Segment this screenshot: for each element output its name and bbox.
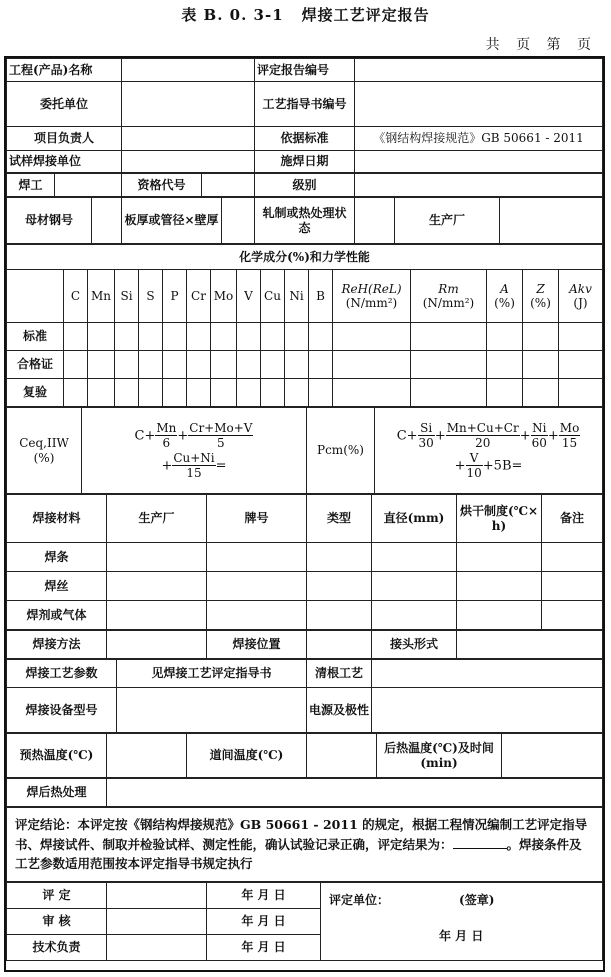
chem-row-label: 标准: [7, 323, 64, 351]
element-s: S: [139, 270, 163, 323]
chem-cell[interactable]: [187, 323, 211, 351]
element-b: B: [309, 270, 333, 323]
ceq-label-cell: [7, 408, 82, 494]
chem-row-certificate: [7, 351, 603, 379]
signoff-evaluate-date: 年 月 日: [207, 883, 321, 909]
base-metal-label: 母材钢号: [7, 198, 92, 244]
signoff-tech-date: 年 月 日: [207, 935, 321, 961]
denominator: 15: [561, 436, 578, 451]
element-cu: Cu: [261, 270, 285, 323]
element-ni: Ni: [285, 270, 309, 323]
materials-cell[interactable]: [457, 572, 542, 601]
carbon-equivalent-table: [6, 407, 603, 494]
element-si: Si: [115, 270, 139, 323]
manufacturer-value[interactable]: [500, 198, 603, 244]
unit-date: 年 月 日: [439, 929, 484, 944]
materials-header-diameter: 直径(mm): [372, 495, 457, 543]
rm-symbol: Rm: [438, 281, 459, 296]
chem-cell[interactable]: [285, 379, 309, 407]
denominator: 15: [186, 465, 202, 480]
grade-value[interactable]: [355, 174, 603, 197]
chem-cell[interactable]: [115, 379, 139, 407]
element-cr: Cr: [187, 270, 211, 323]
tensile-strength-header: [411, 270, 487, 323]
materials-header-drying: 烘干制度(℃× h): [457, 495, 542, 543]
client-value[interactable]: [122, 82, 255, 127]
chem-cell[interactable]: [523, 351, 559, 379]
formula-text: =: [215, 457, 227, 473]
pcm-formula: [375, 408, 603, 494]
params-value: 见焊接工艺评定指导书: [117, 660, 307, 688]
joint-value[interactable]: [457, 631, 603, 659]
chem-cell[interactable]: [139, 379, 163, 407]
power-value[interactable]: [372, 688, 603, 733]
materials-cell[interactable]: [457, 543, 542, 572]
chem-cell[interactable]: [163, 323, 187, 351]
equipment-label: 焊接设备型号: [7, 688, 117, 733]
chem-row-standard: [7, 323, 603, 351]
project-name-label: 工程(产品)名称: [7, 59, 122, 82]
denominator: 6: [162, 436, 171, 451]
chem-cell[interactable]: [64, 351, 88, 379]
wps-no-label: 工艺指导书编号: [255, 82, 355, 127]
project-leader-label: 项目负责人: [7, 127, 122, 151]
reh-symbol: ReH(ReL): [341, 281, 402, 296]
numerator: Si: [418, 421, 435, 436]
power-label: 电源及极性: [307, 688, 372, 733]
chem-section-title: 化学成分(%)和力学性能: [7, 245, 603, 270]
welder-row-table: [6, 173, 603, 197]
fraction: [466, 451, 483, 481]
formula-text: C+: [396, 428, 418, 444]
denominator: 20: [475, 436, 491, 451]
process-row-1: [6, 630, 603, 659]
client-label: 委托单位: [7, 82, 122, 127]
materials-cell[interactable]: [107, 543, 207, 572]
denominator: 30: [418, 436, 434, 451]
project-name-value[interactable]: [122, 59, 255, 82]
welder-value[interactable]: [55, 174, 122, 197]
position-value[interactable]: [307, 631, 372, 659]
chem-cell[interactable]: [64, 323, 88, 351]
params-label: 焊接工艺参数: [7, 660, 117, 688]
unit-label: 评定单位：: [329, 893, 390, 907]
chem-cell[interactable]: [115, 351, 139, 379]
chem-cell[interactable]: [261, 379, 285, 407]
fraction: [155, 421, 177, 451]
chem-cell[interactable]: [487, 323, 523, 351]
chem-cell[interactable]: [139, 351, 163, 379]
denominator: 10: [466, 465, 482, 480]
base-metal-value[interactable]: [92, 198, 122, 244]
report-form: [4, 56, 605, 972]
chem-cell[interactable]: [211, 351, 237, 379]
chemistry-table: [6, 244, 603, 407]
signoff-review-date: 年 月 日: [207, 909, 321, 935]
backgouge-label: 清根工艺: [307, 660, 372, 688]
materials-cell[interactable]: [207, 601, 307, 630]
element-c: C: [64, 270, 88, 323]
chem-cell[interactable]: [411, 323, 487, 351]
process-row-2: [6, 659, 603, 733]
materials-row-label: 焊条: [7, 543, 107, 572]
chem-cell[interactable]: [523, 379, 559, 407]
chem-row-retest: [7, 379, 603, 407]
chem-cell[interactable]: [187, 379, 211, 407]
chem-cell[interactable]: [559, 323, 603, 351]
chem-cell[interactable]: [261, 323, 285, 351]
manufacturer-label: 生产厂: [395, 198, 500, 244]
chem-cell[interactable]: [559, 379, 603, 407]
chem-cell[interactable]: [88, 379, 115, 407]
materials-cell[interactable]: [542, 572, 603, 601]
fraction: [446, 421, 520, 451]
preheat-label: 预热温度(℃): [7, 734, 107, 778]
chem-cell[interactable]: [88, 323, 115, 351]
qualification-value[interactable]: [202, 174, 255, 197]
report-no-value[interactable]: [355, 59, 603, 82]
method-label: 焊接方法: [7, 631, 107, 659]
materials-row-label: 焊剂或气体: [7, 601, 107, 630]
materials-header-remarks: 备注: [542, 495, 603, 543]
numerator: Mn+Cu+Cr: [446, 420, 519, 435]
chem-cell[interactable]: [309, 323, 333, 351]
materials-cell[interactable]: [307, 572, 372, 601]
formula-text: +: [454, 457, 466, 473]
title-text: 焊接工艺评定报告: [301, 6, 430, 24]
thickness-value[interactable]: [222, 198, 255, 244]
materials-header-manufacturer: 生产厂: [107, 495, 207, 543]
materials-cell[interactable]: [207, 572, 307, 601]
numerator: Cu+Ni: [173, 450, 215, 465]
chem-cell[interactable]: [487, 379, 523, 407]
signoff-evaluate-label: 评 定: [7, 883, 107, 909]
signoff-review-label: 审 核: [7, 909, 107, 935]
base-metal-table: [6, 197, 603, 244]
chem-cell[interactable]: [187, 351, 211, 379]
joint-label: 接头形式: [372, 631, 457, 659]
general-info-table: [6, 58, 603, 173]
numerator: Mn: [156, 420, 177, 435]
formula-text: +5B=: [482, 457, 523, 473]
materials-cell[interactable]: [457, 601, 542, 630]
akv-unit: (J): [573, 296, 588, 310]
qualification-label: 资格代号: [122, 174, 202, 197]
materials-cell[interactable]: [542, 601, 603, 630]
standard-value: 《钢结构焊接规范》GB 50661 - 2011: [355, 127, 603, 151]
numerator: Cr+Mo+V: [189, 420, 253, 435]
report-no-label: 评定报告编号: [255, 59, 355, 82]
pcm-label: Pcm(%): [307, 408, 375, 494]
pwht-label: 焊后热处理: [7, 779, 107, 807]
preheat-value[interactable]: [107, 734, 187, 778]
numerator: V: [466, 451, 483, 466]
formula-text: +: [161, 457, 173, 473]
element-p: P: [163, 270, 187, 323]
fraction: [188, 421, 253, 451]
yield-strength-header: [333, 270, 411, 323]
equipment-value[interactable]: [117, 688, 307, 733]
ceq-formula: [82, 408, 307, 494]
chem-cell[interactable]: [411, 351, 487, 379]
materials-cell[interactable]: [372, 543, 457, 572]
welder-label: 焊工: [7, 174, 55, 197]
a-unit: (%): [494, 296, 515, 310]
materials-row-label: 焊丝: [7, 572, 107, 601]
report-title: [0, 4, 611, 25]
conclusion-scope: 。焊接条件及工艺参数适用范围按本评定指导书规定执行: [15, 836, 582, 872]
fraction: [418, 421, 435, 451]
formula-text: C+: [134, 428, 156, 444]
process-row-3: [6, 733, 603, 778]
postheat-label: 后热温度(℃)及时间(min): [377, 734, 502, 778]
standard-label: 依据标准: [255, 127, 355, 151]
chem-cell[interactable]: [285, 351, 309, 379]
z-unit: (%): [530, 296, 551, 310]
weld-date-label: 施焊日期: [255, 151, 355, 173]
reduction-header: [523, 270, 559, 323]
weld-date-value[interactable]: [355, 151, 603, 173]
pwht-value[interactable]: [107, 779, 603, 807]
rm-unit: (N/mm²): [422, 296, 475, 310]
ceq-label: Ceq,IIW: [19, 436, 69, 451]
chem-cell[interactable]: [523, 323, 559, 351]
materials-header-brand: 牌号: [207, 495, 307, 543]
signoff-evaluate-signature[interactable]: [107, 883, 207, 909]
reh-unit: (N/mm²): [345, 296, 398, 310]
conclusion-table: [6, 807, 603, 882]
materials-cell[interactable]: [307, 543, 372, 572]
conclusion-text: 评定结论：本评定按《钢结构焊接规范》GB 50661 - 2011 的规定，根据工程情况编制工艺评定指导书、焊接试件、制取并检验试样、测定性能，确认试验记录正确，评定结果为：: [15, 817, 588, 852]
denominator: 5: [217, 436, 225, 451]
materials-cell[interactable]: [107, 572, 207, 601]
conclusion-cell: [7, 808, 603, 882]
materials-cell[interactable]: [307, 601, 372, 630]
materials-cell[interactable]: [207, 543, 307, 572]
materials-table: [6, 494, 603, 630]
elongation-header: [487, 270, 523, 323]
chem-row-label: 合格证: [7, 351, 64, 379]
method-value[interactable]: [107, 631, 207, 659]
signoff-table: [6, 882, 603, 961]
chem-cell[interactable]: [309, 379, 333, 407]
grade-label: 级别: [255, 174, 355, 197]
element-mo: Mo: [211, 270, 237, 323]
materials-cell[interactable]: [107, 601, 207, 630]
chem-cell[interactable]: [163, 351, 187, 379]
fraction: [172, 451, 215, 481]
interpass-value[interactable]: [307, 734, 377, 778]
thickness-label: 板厚或管径×壁厚: [122, 198, 222, 244]
seal-label: (签章): [459, 893, 495, 907]
fraction: [559, 421, 581, 451]
chem-cell[interactable]: [333, 351, 411, 379]
materials-cell[interactable]: [372, 601, 457, 630]
chem-cell[interactable]: [487, 351, 523, 379]
materials-header-material: 焊接材料: [7, 495, 107, 543]
materials-row-electrode: [7, 543, 603, 572]
specimen-unit-value[interactable]: [122, 151, 255, 173]
materials-cell[interactable]: [372, 572, 457, 601]
signoff-tech-signature[interactable]: [107, 935, 207, 961]
ceq-unit: (%): [33, 450, 55, 465]
denominator: 60: [531, 436, 547, 451]
formula-text: +: [519, 428, 531, 444]
chem-cell[interactable]: [211, 323, 237, 351]
chem-cell[interactable]: [237, 351, 261, 379]
interpass-label: 道间温度(℃): [187, 734, 307, 778]
chem-cell[interactable]: [211, 379, 237, 407]
formula-text: +: [547, 428, 559, 444]
chem-cell[interactable]: [411, 379, 487, 407]
signoff-review-signature[interactable]: [107, 909, 207, 935]
table-code: 表 B. 0. 3-1: [181, 6, 284, 24]
chem-corner-cell: [7, 270, 64, 323]
impact-header: [559, 270, 603, 323]
numerator: Mo: [559, 420, 580, 435]
chem-row-label: 复验: [7, 379, 64, 407]
materials-cell[interactable]: [542, 543, 603, 572]
chem-cell[interactable]: [88, 351, 115, 379]
chem-cell[interactable]: [261, 351, 285, 379]
chem-cell[interactable]: [309, 351, 333, 379]
page-info: 共 页 第 页: [485, 37, 597, 53]
chem-cell[interactable]: [285, 323, 309, 351]
formula-text: +: [177, 428, 189, 444]
chem-cell[interactable]: [139, 323, 163, 351]
chem-cell[interactable]: [237, 379, 261, 407]
chem-cell[interactable]: [64, 379, 88, 407]
result-blank[interactable]: [453, 848, 507, 849]
fraction: [531, 421, 548, 451]
element-mn: Mn: [88, 270, 115, 323]
project-leader-value[interactable]: [122, 127, 255, 151]
z-symbol: Z: [536, 281, 545, 296]
chem-cell[interactable]: [163, 379, 187, 407]
backgouge-value[interactable]: [372, 660, 603, 688]
rolling-value[interactable]: [355, 198, 395, 244]
position-label: 焊接位置: [207, 631, 307, 659]
chem-cell[interactable]: [237, 323, 261, 351]
chem-cell[interactable]: [333, 379, 411, 407]
numerator: Ni: [532, 420, 547, 435]
evaluation-unit-cell: [321, 883, 603, 961]
signoff-tech-label: 技术负责: [7, 935, 107, 961]
unit-line: [329, 893, 594, 907]
materials-header-type: 类型: [307, 495, 372, 543]
chem-cell[interactable]: [559, 351, 603, 379]
materials-row-flux: [7, 601, 603, 630]
materials-row-wire: [7, 572, 603, 601]
process-row-4: [6, 778, 603, 807]
element-v: V: [237, 270, 261, 323]
akv-symbol: Akv: [569, 281, 592, 296]
rolling-label: 轧制或热处理状态: [255, 198, 355, 244]
a-symbol: A: [500, 281, 509, 296]
postheat-value[interactable]: [502, 734, 603, 778]
chem-cell[interactable]: [333, 323, 411, 351]
wps-no-value[interactable]: [355, 82, 603, 127]
chem-cell[interactable]: [115, 323, 139, 351]
formula-text: +: [434, 428, 446, 444]
specimen-unit-label: 试样焊接单位: [7, 151, 122, 173]
